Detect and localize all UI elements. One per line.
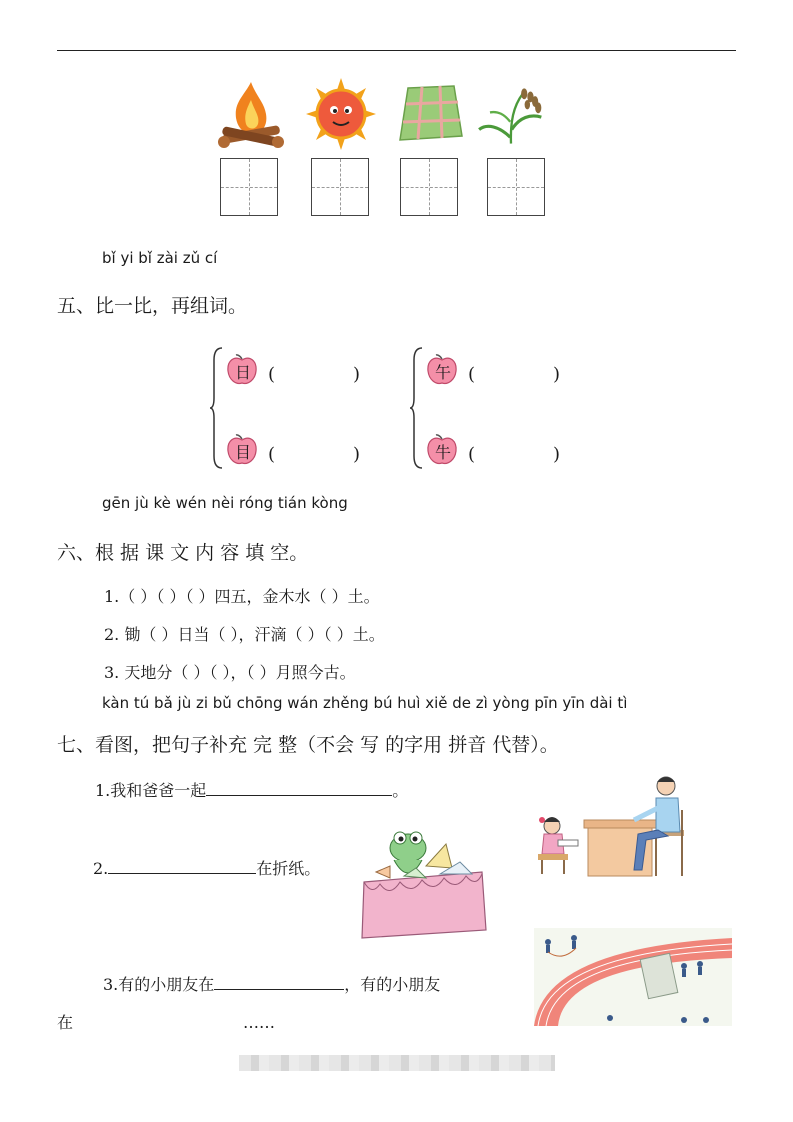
writing-grid-4[interactable]: [487, 158, 545, 216]
section7-heading: 七、看图，把句子补充 完 整（不会 写 的字用 拼音 代替）。: [57, 734, 559, 756]
footer-watermark: [239, 1055, 555, 1071]
section5-pinyin: bǐ yi bǐ zài zǔ cí: [102, 249, 218, 267]
playground-illustration: [534, 928, 732, 1026]
zongzi-icon: [396, 74, 466, 154]
question-3: [103, 972, 440, 995]
answer-paren[interactable]: ( ): [468, 364, 561, 385]
q2-blank[interactable]: [108, 873, 256, 874]
question-3-cont: [57, 1010, 275, 1033]
q3-ellipsis: ……: [243, 1013, 276, 1032]
writing-grid-3[interactable]: [400, 158, 458, 216]
section5-heading: 五、比一比，再组词。: [57, 295, 248, 317]
apple-item: [226, 352, 258, 390]
header-rule: [57, 50, 736, 51]
section7-pinyin: kàn tú bǎ jù zi bǔ chōng wán zhěng bú huì xiě de zì yòng pīn yīn dài tì: [102, 694, 628, 712]
frog-folding-paper-illustration: [360, 826, 490, 948]
sun-icon: [306, 74, 376, 154]
q1-blank[interactable]: [206, 795, 392, 796]
answer-paren[interactable]: ( ): [268, 364, 361, 385]
brace-right: [410, 346, 424, 470]
q3-cont: 在: [57, 1013, 74, 1032]
writing-grid-1[interactable]: [220, 158, 278, 216]
q1-suffix: 。: [392, 781, 409, 800]
fill-line-3[interactable]: 3. 天地分（ ）（ ），（ ）月照今古。: [104, 663, 356, 682]
apple-character: 目: [235, 443, 252, 462]
apple-character: 日: [235, 363, 252, 382]
question-2: [93, 856, 320, 879]
rice-plant-icon: [476, 74, 546, 154]
fill-line-2[interactable]: 2. 锄（ ）日当（ ），汗滴（ ）（ ）土。: [104, 625, 385, 644]
question-1: [95, 778, 408, 801]
section6-heading: 六、根 据 课 文 内 容 填 空。: [57, 542, 309, 564]
q3-suffix: ，有的小朋友: [344, 975, 441, 994]
q1-prefix: 1.我和爸爸一起: [95, 781, 207, 800]
reading-with-father-illustration: [534, 770, 694, 878]
fill-line-1[interactable]: 1.（ ）（ ）（ ）四五，金木水（ ）土。: [104, 587, 380, 606]
q2-prefix: 2.: [93, 859, 109, 878]
apple-character: 午: [435, 363, 452, 382]
apple-item: [226, 432, 258, 470]
section6-pinyin: gēn jù kè wén nèi róng tián kòng: [102, 494, 348, 512]
q2-suffix: 在折纸。: [256, 859, 321, 878]
q3-blank[interactable]: [214, 989, 344, 990]
answer-paren[interactable]: ( ): [268, 444, 361, 465]
fire-icon: [216, 74, 286, 154]
answer-paren[interactable]: ( ): [468, 444, 561, 465]
q3-prefix: 3.有的小朋友在: [103, 975, 215, 994]
brace-left: [210, 346, 224, 470]
writing-grid-2[interactable]: [311, 158, 369, 216]
apple-item: [426, 352, 458, 390]
apple-item: [426, 432, 458, 470]
apple-character: 牛: [435, 443, 452, 462]
